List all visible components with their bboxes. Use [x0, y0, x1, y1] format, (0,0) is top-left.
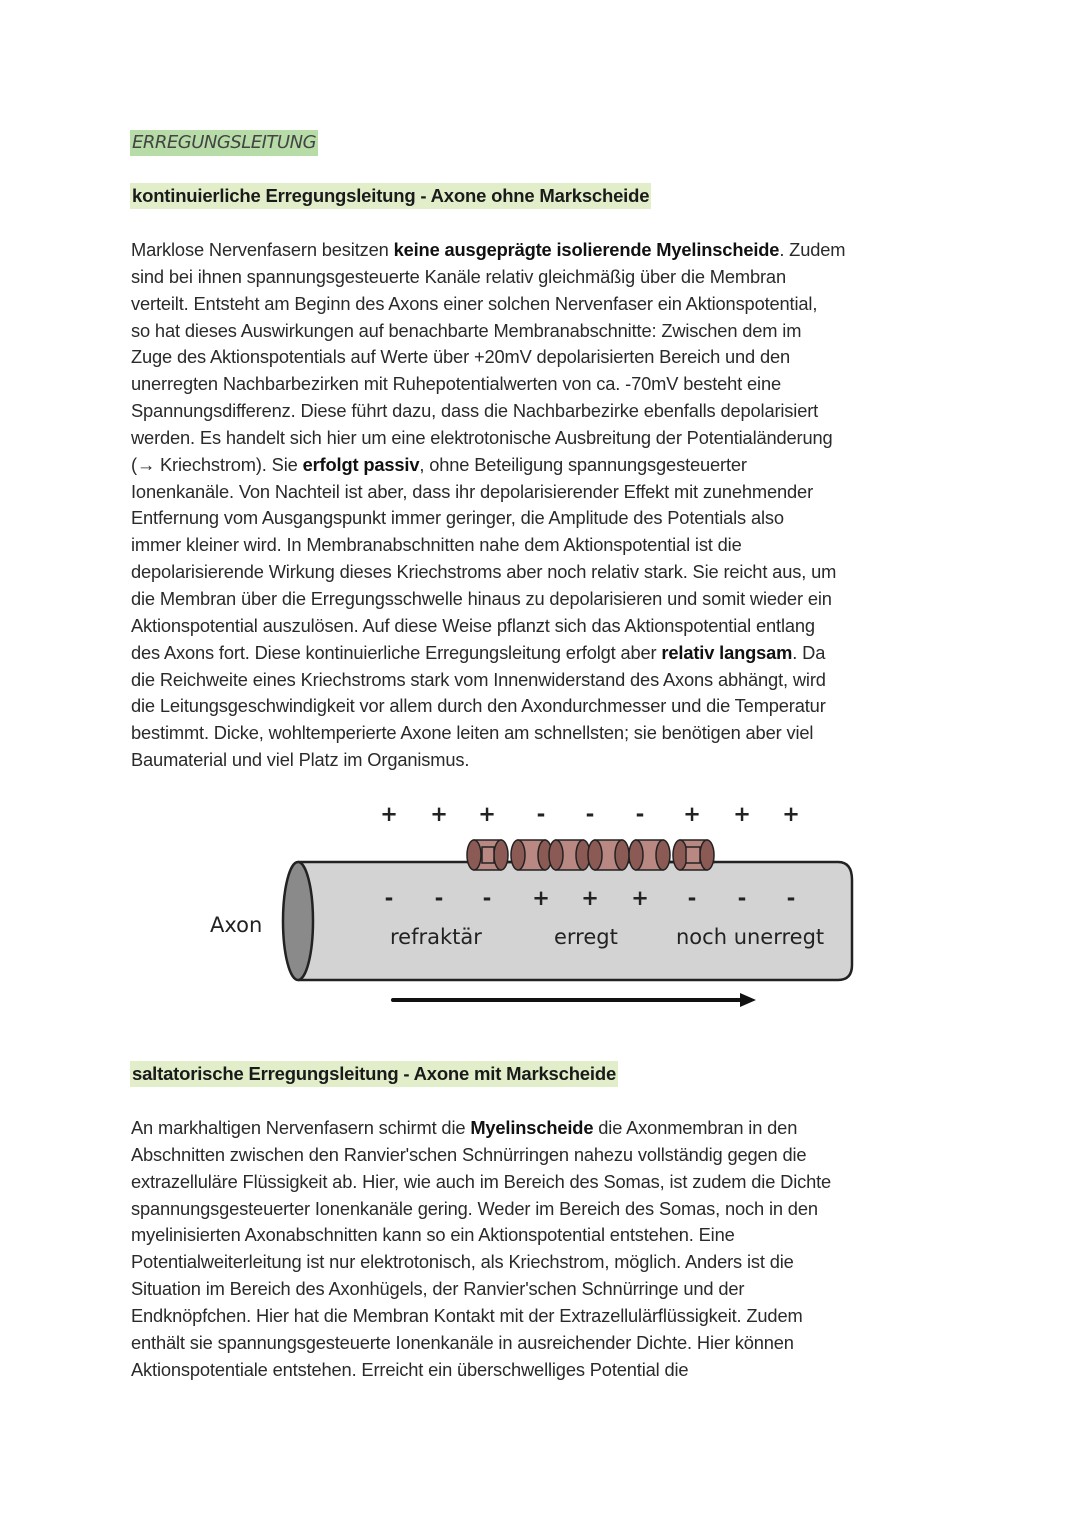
- section-heading-continuous: kontinuierliche Erregungsleitung - Axone ohne Markscheide: [130, 183, 651, 209]
- plus-charge: +: [380, 802, 398, 826]
- text-line: [131, 1303, 951, 1330]
- text-segment: Spannungsdifferenz. Diese führt dazu, dass die Nachbarbezirke ebenfalls depolarisiert: [131, 400, 819, 422]
- text-segment: Situation im Bereich des Axonhügels, der Ranvier'schen Schnürringe und der: [131, 1278, 745, 1300]
- text-segment: (→ Kriechstrom). Sie: [131, 453, 303, 475]
- text-segment: Potentialweiterleitung ist nur elektrotonisch, als Kriechstrom, möglich. Anders ist die: [131, 1251, 794, 1273]
- zone-label-unexcited: noch unerregt: [676, 925, 825, 949]
- text-segment: enthält sie spannungsgesteuerte Ionenkanäle in ausreichender Dichte. Hier können: [131, 1331, 794, 1353]
- ion-channel: [629, 840, 670, 870]
- text-segment: Aktionspotentiale entstehen. Erreicht ein überschwelliges Potential die: [131, 1358, 689, 1380]
- plus-charge: +: [532, 886, 550, 910]
- bold-text: Myelinscheide: [470, 1117, 594, 1138]
- text-segment: Entfernung vom Ausgangspunkt immer geringer, die Amplitude des Potentials also: [131, 507, 784, 529]
- text-line: [131, 1330, 951, 1357]
- section-heading-saltatory: saltatorische Erregungsleitung - Axone mit Markscheide: [130, 1061, 618, 1087]
- text-line: [131, 1196, 951, 1223]
- text-line: [131, 1169, 951, 1196]
- document-title: ERREGUNGSLEITUNG: [130, 130, 318, 156]
- text-segment: Zuge des Aktionspotentials auf Werte über +20mV depolarisierten Bereich und den: [131, 346, 791, 368]
- minus-charge: -: [786, 886, 796, 910]
- minus-charge: -: [687, 886, 697, 910]
- ion-channel: [549, 840, 590, 870]
- text-segment: des Axons fort. Diese kontinuierliche Erregungsleitung erfolgt aber: [131, 641, 662, 663]
- text-segment: Endknöpfchen. Hier hat die Membran Kontakt mit der Extrazellulärflüssigkeit. Zudem: [131, 1304, 803, 1326]
- text-segment: extrazelluläre Flüssigkeit ab. Hier, wie auch im Bereich des Somas, ist zudem die Dichte: [131, 1170, 832, 1192]
- text-segment: depolarisierende Wirkung dieses Kriechstroms aber noch relativ stark. Sie reicht aus, um: [131, 561, 837, 583]
- bold-text: keine ausgeprägte isolierende Myelinscheide: [393, 239, 780, 260]
- text-segment: immer kleiner wird. In Membranabschnitten nahe dem Aktionspotential ist die: [131, 534, 742, 556]
- minus-charge: -: [585, 802, 595, 826]
- zone-label-refractory: refraktär: [390, 925, 482, 949]
- bold-text: relativ langsam: [661, 641, 793, 663]
- ion-channel: [511, 840, 552, 870]
- plus-charge: +: [581, 886, 599, 910]
- text-segment: sind bei ihnen spannungsgesteuerte Kanäle relativ gleichmäßig über die Membran: [131, 265, 786, 287]
- minus-charge: -: [737, 886, 747, 910]
- plus-charge: +: [733, 802, 751, 826]
- axon-body: [298, 862, 852, 980]
- minus-charge: -: [635, 802, 645, 826]
- text-segment: spannungsgesteuerter Ionenkanäle gering. Weder im Bereich des Somas, noch in den: [131, 1197, 818, 1219]
- text-segment: werden. Es handelt sich hier um eine elektrotonische Ausbreitung der Potentialänderung: [131, 426, 833, 448]
- text-segment: die Axonmembran in den: [593, 1117, 798, 1138]
- text-segment: . Zudem: [779, 239, 846, 260]
- text-line: [131, 1222, 951, 1249]
- text-line: [131, 1276, 951, 1303]
- text-segment: Aktionspotential auszulösen. Auf diese Weise pflanzt sich das Aktionspotential entlang: [131, 614, 815, 636]
- minus-charge: -: [384, 886, 394, 910]
- text-segment: die Membran über die Erregungsschwelle hinaus zu depolarisieren und somit wieder ein: [131, 587, 832, 609]
- text-segment: verteilt. Entsteht am Beginn des Axons einer solchen Nervenfaser ein Aktionspotential,: [131, 292, 818, 314]
- text-segment: An markhaltigen Nervenfasern schirmt die: [131, 1117, 471, 1138]
- ion-channels: [467, 840, 715, 870]
- minus-charge: -: [536, 802, 546, 826]
- minus-charge: -: [434, 886, 444, 910]
- text-line: [131, 1249, 951, 1276]
- axon-end: [283, 862, 313, 980]
- zone-label-excited: erregt: [554, 925, 618, 949]
- plus-charge: +: [782, 802, 800, 826]
- closed-channel-pore: [482, 847, 494, 863]
- minus-charge: -: [482, 886, 492, 910]
- text-segment: . Da: [792, 641, 826, 663]
- direction-arrow: [393, 993, 756, 1007]
- text-line: [131, 1357, 951, 1384]
- text-segment: bestimmt. Dicke, wohltemperierte Axone leiten am schnellsten; sie benötigen aber viel: [131, 722, 814, 744]
- text-segment: Baumaterial und viel Platz im Organismus.: [131, 749, 470, 771]
- plus-charge: +: [478, 802, 496, 826]
- text-segment: myelinisierten Axonabschnitten kann so ein Aktionspotential entstehen. Eine: [131, 1224, 735, 1246]
- text-line: [131, 1115, 951, 1142]
- plus-charge: +: [631, 886, 649, 910]
- text-segment: unerregten Nachbarbezirken mit Ruhepotentialwerten von ca. -70mV besteht eine: [131, 373, 782, 395]
- text-segment: Abschnitten zwischen den Ranvier'schen Schnürringen nahezu vollständig gegen die: [131, 1143, 807, 1165]
- text-segment: so hat dieses Auswirkungen auf benachbarte Membranabschnitte: Zwischen dem im: [131, 319, 802, 341]
- text-line: [131, 1142, 951, 1169]
- text-segment: die Leitungsgeschwindigkeit vor allem durch den Axondurchmesser und die Temperatur: [131, 695, 826, 717]
- text-segment: die Reichweite eines Kriechstroms stark vom Innenwiderstand des Axons abhängt, wird: [131, 668, 826, 690]
- ion-channel: [673, 840, 714, 870]
- ion-channel: [588, 840, 629, 870]
- plus-charge: +: [430, 802, 448, 826]
- bold-text: erfolgt passiv: [302, 453, 420, 475]
- axon-label: Axon: [210, 913, 263, 937]
- paragraph-saltatory-conduction: [131, 1115, 951, 1383]
- text-segment: , ohne Beteiligung spannungsgesteuerter: [419, 453, 747, 475]
- plus-charge: +: [683, 802, 701, 826]
- text-segment: Marklose Nervenfasern besitzen: [131, 239, 394, 260]
- text-segment: Ionenkanäle. Von Nachteil ist aber, dass ihr depolarisierender Effekt mit zunehmender: [131, 480, 814, 502]
